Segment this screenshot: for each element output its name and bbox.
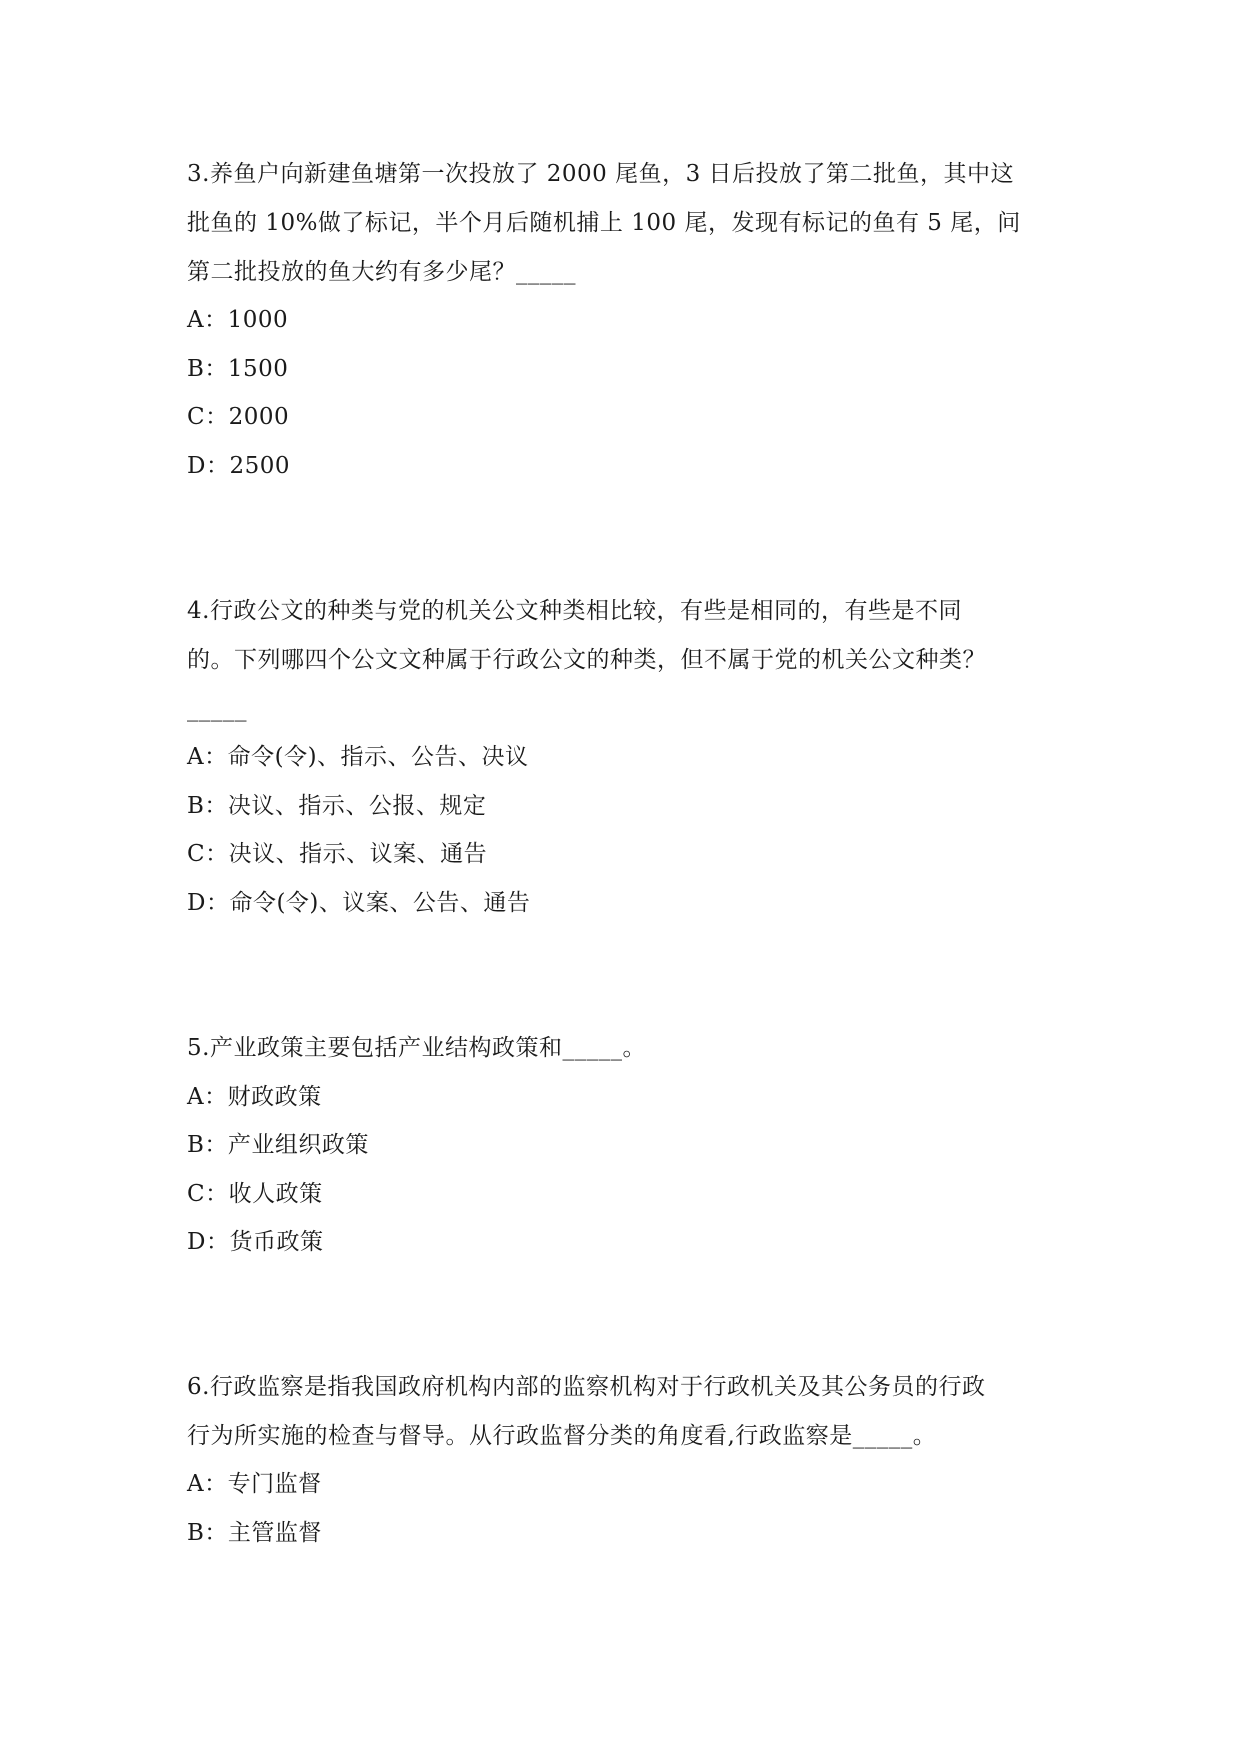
question-3-option-d: D：2500 <box>187 453 290 479</box>
question-3-text-line-3: 第二批投放的鱼大约有多少尾？_____ <box>187 259 576 285</box>
question-6-text-line-1: 6.行政监察是指我国政府机构内部的监察机构对于行政机关及其公务员的行政 <box>187 1374 986 1400</box>
question-4-text-line-3: _____ <box>187 696 247 722</box>
question-5-option-d: D：货币政策 <box>187 1229 324 1255</box>
question-3-option-a: A：1000 <box>187 307 289 333</box>
question-3-option-b: B：1500 <box>187 356 289 382</box>
question-5-option-b: B：产业组织政策 <box>187 1132 369 1158</box>
question-4-option-c: C：决议、指示、议案、通告 <box>187 841 488 867</box>
question-3-text-line-1: 3.养鱼户向新建鱼塘第一次投放了 2000 尾鱼，3 日后投放了第二批鱼，其中这 <box>187 161 1015 187</box>
question-5-option-a: A：财政政策 <box>187 1084 322 1110</box>
question-6-option-b: B：主管监督 <box>187 1520 322 1546</box>
question-5-option-c: C：收人政策 <box>187 1181 323 1207</box>
question-6-option-a: A：专门监督 <box>187 1471 322 1497</box>
question-4-text-line-1: 4.行政公文的种类与党的机关公文种类相比较，有些是相同的，有些是不同 <box>187 598 962 624</box>
question-4-option-a: A：命令(令)、指示、公告、决议 <box>187 744 529 770</box>
question-6-text-line-2: 行为所实施的检查与督导。从行政监督分类的角度看,行政监察是_____。 <box>187 1423 937 1449</box>
question-4-option-d: D：命令(令)、议案、公告、通告 <box>187 890 531 916</box>
question-3-option-c: C：2000 <box>187 404 290 430</box>
question-4-option-b: B：决议、指示、公报、规定 <box>187 793 487 819</box>
question-4-text-line-2: 的。下列哪四个公文文种属于行政公文的种类，但不属于党的机关公文种类？ <box>187 647 986 673</box>
question-3-text-line-2: 批鱼的 10%做了标记，半个月后随机捕上 100 尾，发现有标记的鱼有 5 尾，问 <box>187 210 1021 236</box>
question-5-text-line-1: 5.产业政策主要包括产业结构政策和_____。 <box>187 1035 646 1061</box>
